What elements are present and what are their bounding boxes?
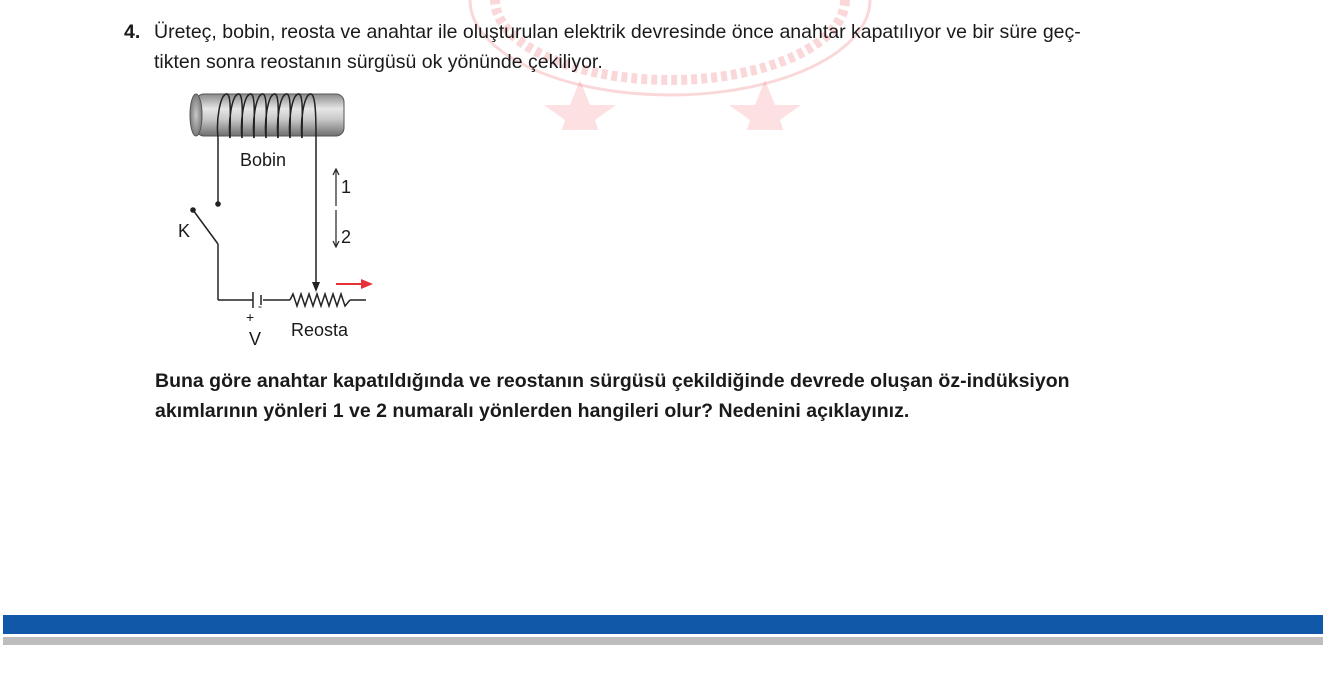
direction-2-label: 2 [341, 227, 352, 247]
battery-minus: - [258, 299, 262, 313]
footer-band-primary [3, 615, 1323, 634]
prompt-line-2: akımlarının yönleri 1 ve 2 numaralı yönlerden hangileri olur? Nedenini açıklayınız. [155, 400, 910, 422]
question-text [124, 17, 1224, 77]
direction-arrow-1 [333, 169, 339, 206]
rheostat-resistor [290, 294, 350, 306]
coil-label: Bobin [240, 150, 287, 170]
question-line-2: tikten sonra reostanın sürgüsü ok yönünde çekiliyor. [154, 51, 603, 73]
question-number: 4. [124, 21, 141, 43]
direction-arrow-2 [333, 210, 339, 247]
direction-1-label: 1 [341, 177, 352, 197]
question-prompt [155, 366, 1255, 426]
prompt-line-1: Buna göre anahtar kapatıldığında ve reostanın sürgüsü çekildiğinde devrede oluşan öz-indüksiyon [155, 370, 1070, 392]
footer-band-secondary [3, 637, 1323, 645]
switch-k [190, 201, 221, 244]
slider-arrow [336, 279, 373, 289]
rheostat-label: Reosta [291, 320, 349, 340]
battery-label: V [249, 329, 262, 349]
battery-plus: + [246, 309, 255, 325]
circuit-diagram [160, 80, 400, 360]
question-line-1: Üreteç, bobin, reosta ve anahtar ile oluşturulan elektrik devresinde önce anahtar kapatılıyor ve bir süre geç- [154, 21, 1081, 43]
switch-label: K [178, 221, 191, 241]
